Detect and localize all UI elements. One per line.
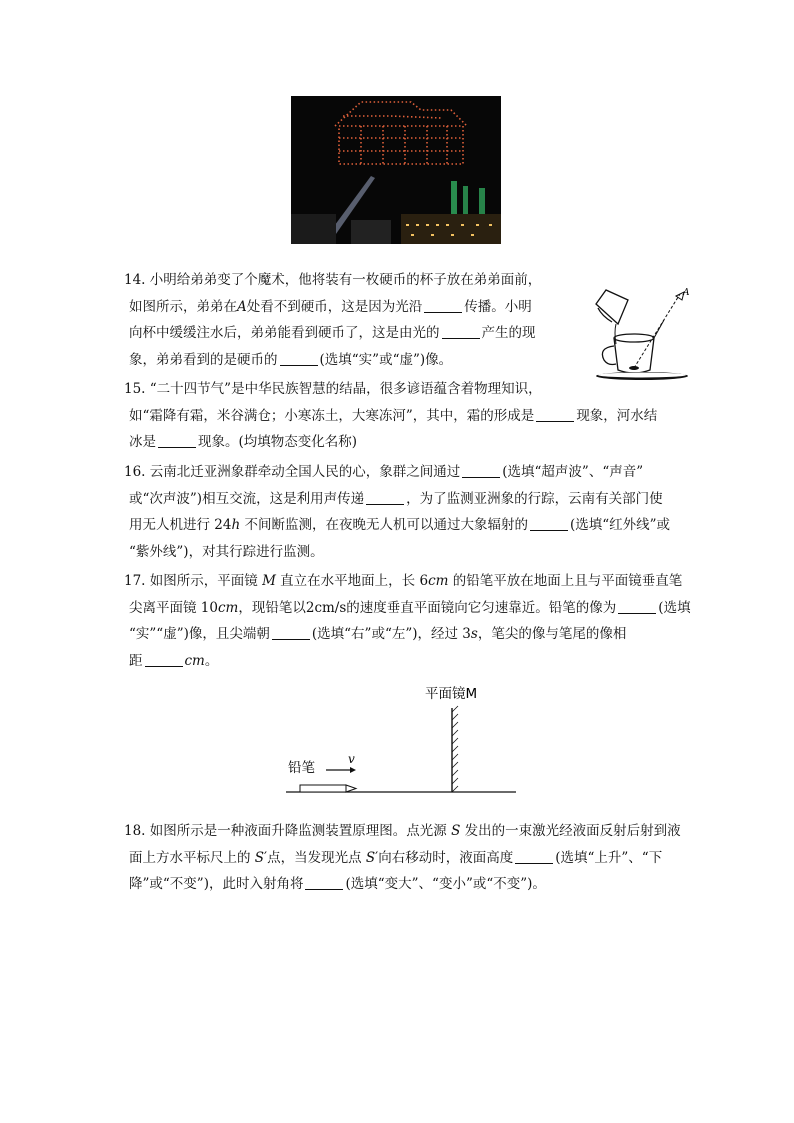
answer-blank[interactable] [424, 298, 462, 313]
mirror-label: 平面镜M [425, 686, 478, 702]
answer-blank[interactable] [536, 407, 574, 422]
drone-show-photo [291, 96, 501, 244]
velocity-label: v [348, 752, 355, 766]
answer-blank[interactable] [158, 433, 196, 448]
q15-line-1: 15. “二十四节气”是中华民族智慧的结晶，很多谚语蕴含着物理知识， [124, 381, 542, 397]
answer-blank[interactable] [442, 324, 480, 339]
point-A-label: A [683, 288, 690, 298]
answer-blank[interactable] [515, 849, 553, 864]
q15-line-2: 如“霜降有霜，米谷满仓；小寒冻土，大寒冻河”，其中，霜的形成是 现象，河水结 [129, 407, 658, 424]
q18-line-2: 面上方水平标尺上的 S′点，当发现光点 S′向右移动时，液面高度 (选填“上升”、“下 [129, 849, 663, 866]
q18-line-1: 18. 如图所示是一种液面升降监测装置原理图。点光源 S 发出的一束激光经液面反射后射到液 [124, 823, 681, 839]
q14-line-1: 14. 小明给弟弟变了个魔术，他将装有一枚硬币的杯子放在弟弟面前， [124, 272, 542, 288]
question-15 [124, 376, 694, 456]
cup-coin-figure [594, 286, 694, 386]
mirror-pencil-figure [280, 680, 520, 800]
question-14 [124, 267, 559, 373]
q14-line-3: 向杯中缓缓注水后，弟弟能看到硬币了，这是由光的 产生的现 [129, 325, 536, 341]
answer-blank[interactable] [462, 463, 500, 478]
q16-line-1: 16. 云南北迁亚洲象群牵动全国人民的心，象群之间通过 (选填“超声波”、“声音” [124, 464, 644, 480]
q17-line-3: “实”“虚”)像，且尖端朝 (选填“右”或“左”)，经过 3s，笔尖的像与笔尾的像相 [129, 626, 627, 642]
answer-blank[interactable] [530, 516, 568, 531]
q14-line-2: 如图所示，弟弟在A处看不到硬币，这是因为光沿 传播。小明 [129, 298, 532, 315]
answer-blank[interactable] [272, 625, 310, 640]
pencil-label: 铅笔 [288, 760, 315, 776]
q16-line-4: “紫外线”)，对其行踪进行监测。 [129, 543, 324, 560]
question-18 [124, 818, 694, 898]
q15-line-3: 冰是 现象。(均填物态变化名称) [129, 434, 358, 450]
answer-blank[interactable] [305, 875, 343, 890]
answer-blank[interactable] [618, 599, 656, 614]
q14-line-4: 象，弟弟看到的是硬币的 (选填“实”或“虚”)像。 [129, 351, 453, 368]
question-17 [124, 568, 694, 674]
q16-line-2: 或“次声波”)相互交流，这是利用声传递 ，为了监测亚洲象的行踪，云南有关部门使 [129, 490, 663, 507]
q16-line-3: 用无人机进行 24h 不间断监测，在夜晚无人机可以通过大象辐射的 (选填“红外线”或 [129, 517, 671, 533]
answer-blank[interactable] [145, 652, 183, 667]
q17-line-4: 距 cm。 [129, 652, 219, 669]
q17-line-2: 尖离平面镜 10cm，现铅笔以2cm/s的速度垂直平面镜向它匀速靠近。铅笔的像为 (选填 [129, 599, 691, 616]
answer-blank[interactable] [366, 490, 404, 505]
answer-blank[interactable] [280, 351, 318, 366]
q17-line-1: 17. 如图所示，平面镜 M 直立在水平地面上，长 6cm 的铅笔平放在地面上且与平面镜垂直笔 [124, 573, 683, 589]
q18-line-3: 降”或“不变”)，此时入射角将 (选填“变大”、“变小”或“不变”)。 [129, 876, 546, 892]
question-16 [124, 459, 694, 565]
